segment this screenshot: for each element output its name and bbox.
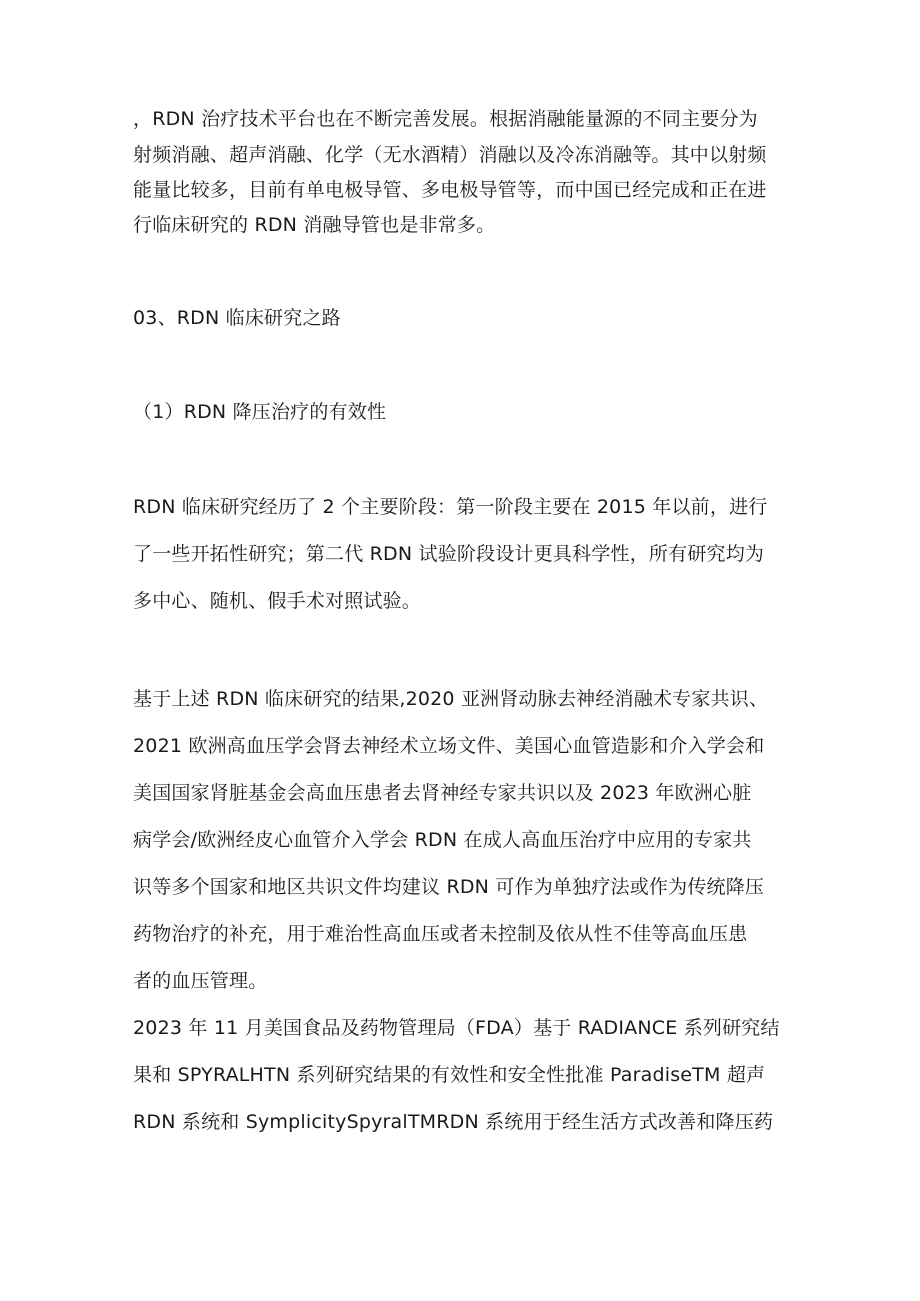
text-line: 了一些开拓性研究；第二代 RDN 试验阶段设计更具科学性，所有研究均为 — [133, 543, 765, 565]
text-line: 能量比较多，目前有单电极导管、多电极导管等，而中国已经完成和正在进 — [133, 179, 767, 201]
text-line: ，RDN 治疗技术平台也在不断完善发展。根据消融能量源的不同主要分为 — [133, 108, 758, 130]
text-line: 射频消融、超声消融、化学（无水酒精）消融以及冷冻消融等。其中以射频 — [133, 144, 767, 166]
text-line: 多中心、随机、假手术对照试验。 — [133, 590, 422, 612]
text-line: 行临床研究的 RDN 消融导管也是非常多。 — [133, 214, 496, 236]
text-line: 病学会/欧洲经皮心血管介入学会 RDN 在成人高血压治疗中应用的专家共 — [133, 829, 752, 851]
text-line: RDN 临床研究经历了 2 个主要阶段：第一阶段主要在 2015 年以前，进行 — [133, 496, 768, 518]
text-line: 美国国家肾脏基金会高血压患者去肾神经专家共识以及 2023 年欧洲心脏 — [133, 782, 752, 804]
text-line: 者的血压管理。 — [133, 970, 268, 992]
text-line: RDN 系统和 SymplicitySpyralTMRDN 系统用于经生活方式改善和降压药 — [133, 1111, 774, 1133]
text-line: 识等多个国家和地区共识文件均建议 RDN 可作为单独疗法或作为传统降压 — [133, 876, 765, 898]
text-line: 药物治疗的补充，用于难治性高血压或者未控制及依从性不佳等高血压患 — [133, 923, 748, 945]
section-heading: 03、RDN 临床研究之路 — [133, 307, 341, 329]
text-line: 2021 欧洲高血压学会肾去神经术立场文件、美国心血管造影和介入学会和 — [133, 735, 765, 757]
subsection-heading: （1）RDN 降压治疗的有效性 — [133, 401, 387, 423]
text-line: 果和 SPYRALHTN 系列研究结果的有效性和安全性批准 ParadiseTM 超声 — [133, 1064, 766, 1086]
text-line: 基于上述 RDN 临床研究的结果,2020 亚洲肾动脉去神经消融术专家共识、 — [133, 688, 769, 710]
text-line: 2023 年 11 月美国食品及药物管理局（FDA）基于 RADIANCE 系列研究结 — [133, 1017, 780, 1039]
